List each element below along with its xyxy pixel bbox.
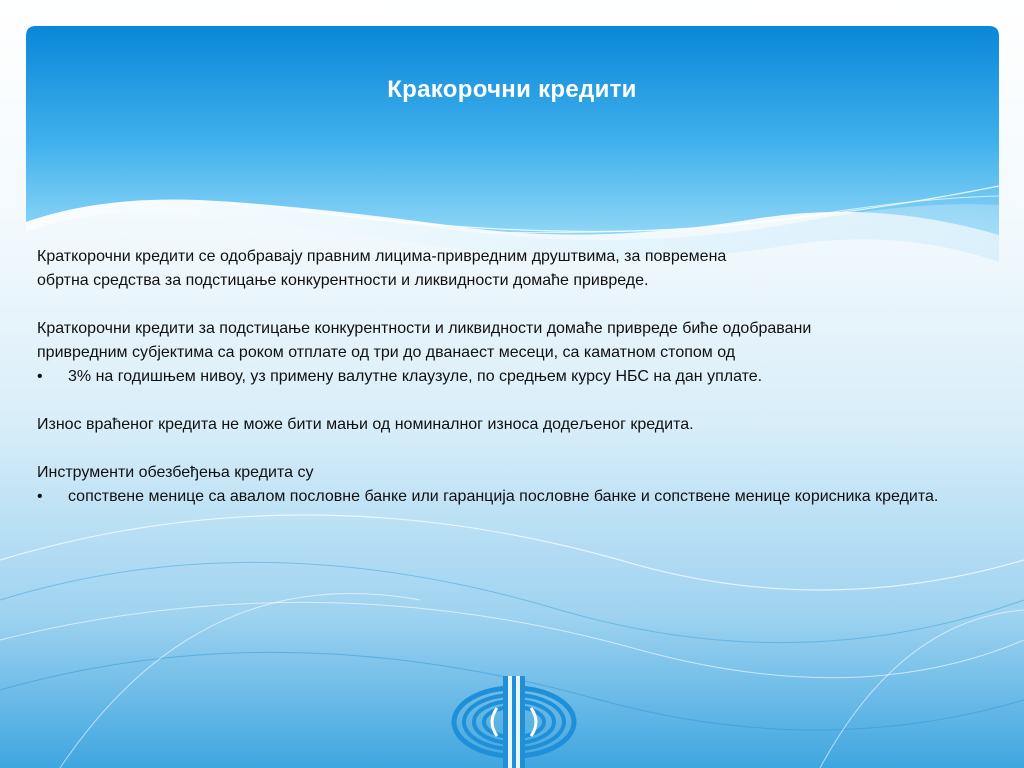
bullet-icon: • xyxy=(37,368,43,385)
bullet-item-rate-text: 3% на годишњем нивоу, уз примену валутне клаузуле, по средњем курсу НБС на дан уплате. xyxy=(68,368,763,385)
bullet-item-instruments-text: сопствене менице са авалом пословне банке или гаранција пословне банке и сопствене менице корисника кредита. xyxy=(68,488,939,505)
slide-title: Кракорочни кредити xyxy=(387,76,637,103)
bullet-icon: • xyxy=(37,488,43,505)
paragraph-4 xyxy=(37,461,997,509)
paragraph-2-line-2: привредним субјектима са роком отплате од три до дванаест месеци, са каматном стопом од xyxy=(37,344,736,361)
paragraph-1-line-2: обртна средства за подстицање конкурентности и ликвидности домаће привреде. xyxy=(37,272,649,289)
fs-logo-icon xyxy=(449,672,579,768)
paragraph-2 xyxy=(37,317,997,389)
slide-body xyxy=(37,245,997,533)
paragraph-4-text: Инструменти обезбеђења кредита су xyxy=(37,464,314,481)
paragraph-3-text: Износ враћеног кредита не може бити мањи од номиналног износа додељеног кредита. xyxy=(37,416,694,433)
paragraph-1-line-1: Краткорочни кредити се одобравају правним лицима-привредним друштвима, за повремена xyxy=(37,248,727,265)
paragraph-1 xyxy=(37,245,997,293)
bullet-item-instruments xyxy=(37,485,997,509)
paragraph-3 xyxy=(37,413,997,437)
bullet-item-rate xyxy=(37,365,997,389)
paragraph-2-line-1: Краткорочни кредити за подстицање конкурентности и ликвидности домаће привреде биће одобравани xyxy=(37,320,812,337)
